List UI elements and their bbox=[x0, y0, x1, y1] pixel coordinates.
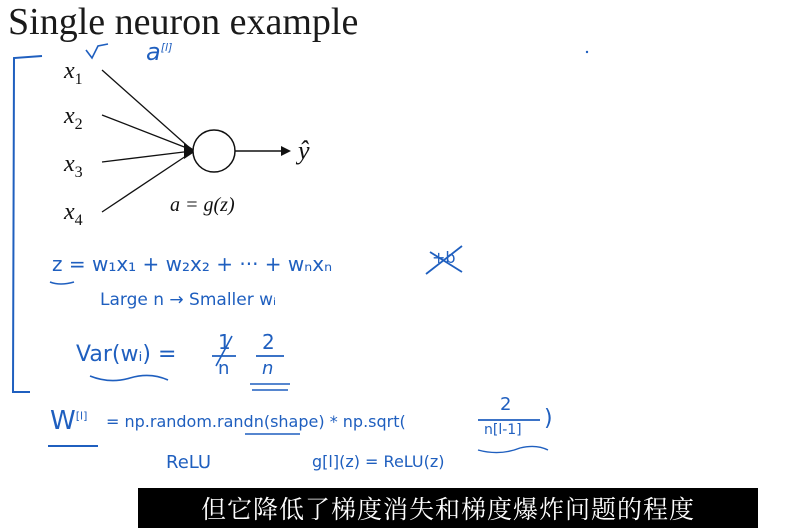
w-equation: = np.random.randn(shape) * np.sqrt( bbox=[106, 412, 406, 431]
variance-two-num: 2 bbox=[262, 330, 275, 354]
variance-lhs: Var(wᵢ) = bbox=[76, 342, 177, 367]
sqrt-underline bbox=[478, 446, 548, 452]
slide-title: Single neuron example bbox=[8, 1, 359, 43]
g-relu-equation: g[l](z) = ReLU(z) bbox=[312, 452, 445, 471]
fraction-underline bbox=[250, 384, 290, 390]
neuron-node bbox=[193, 130, 235, 172]
w-label: W[l] bbox=[50, 406, 88, 436]
output-label-yhat: ŷ bbox=[298, 136, 310, 165]
sqrt-fraction-num: 2 bbox=[500, 394, 512, 415]
sqrt-fraction-den: n[l-1] bbox=[484, 422, 522, 438]
activation-equation: a = g(z) bbox=[170, 194, 235, 216]
subtitle-caption-bar bbox=[138, 488, 758, 528]
relu-label: ReLU bbox=[166, 452, 212, 473]
activation-annotation: a[l] bbox=[146, 38, 173, 66]
z-equation: z = w₁x₁ + w₂x₂ + ··· + wₙxₙ bbox=[52, 252, 333, 276]
variance-one: 1 bbox=[218, 330, 231, 354]
input-label-x4: $x_4$ bbox=[64, 199, 83, 229]
sqrt-close-paren: ) bbox=[544, 406, 553, 431]
input-label-x1: $x_1$ bbox=[64, 58, 83, 88]
check-mark-stroke bbox=[86, 44, 108, 58]
ink-dot bbox=[586, 51, 588, 53]
variance-one-den: n bbox=[218, 358, 230, 379]
variance-two-den: n bbox=[262, 358, 274, 379]
left-bracket-stroke bbox=[13, 56, 42, 392]
z-underline bbox=[50, 282, 74, 284]
input-label-x2: $x_2$ bbox=[64, 103, 83, 133]
var-underline bbox=[90, 375, 168, 380]
subtitle-caption-text: 但它降低了梯度消失和梯度爆炸问题的程度 bbox=[200, 495, 695, 524]
edge-x1 bbox=[102, 70, 192, 150]
crossed-bias-term: +b bbox=[432, 248, 456, 267]
input-label-x3: $x_3$ bbox=[64, 151, 83, 181]
large-n-note: Large n → Smaller wᵢ bbox=[100, 290, 277, 310]
edge-x2 bbox=[102, 115, 192, 150]
output-arrowhead bbox=[281, 146, 291, 156]
